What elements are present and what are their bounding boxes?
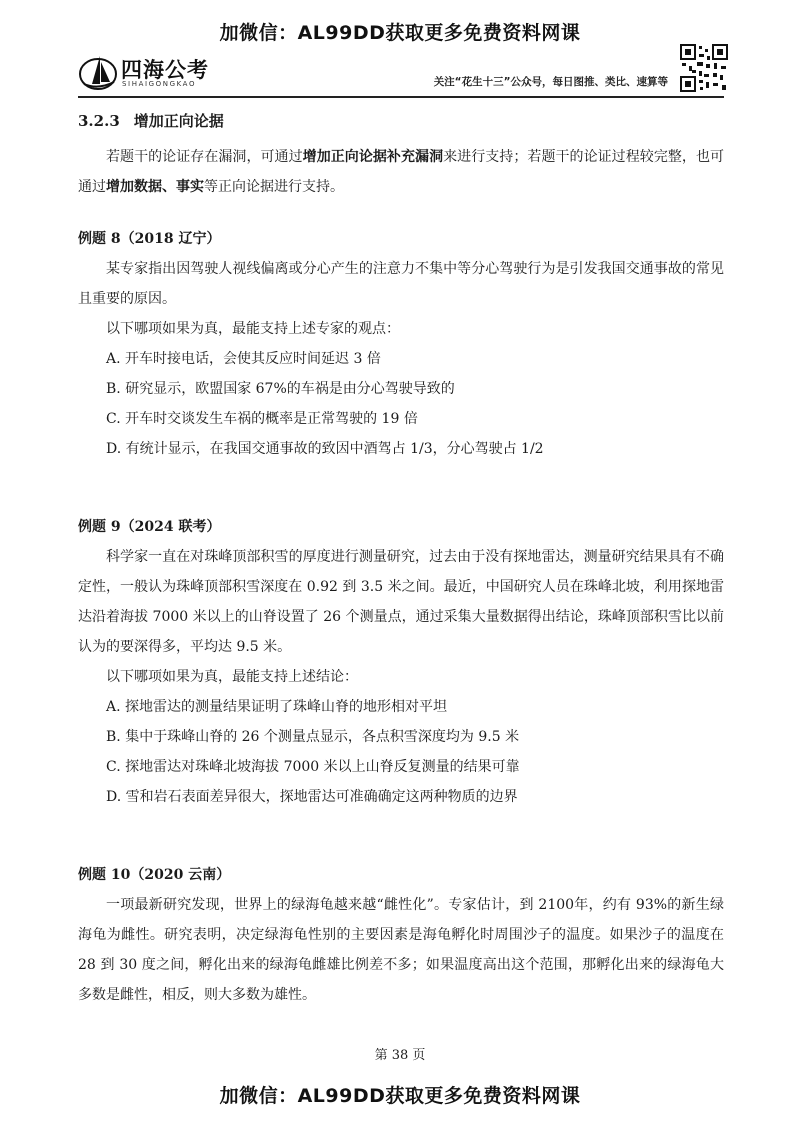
section-number: 3.2.3 — [78, 112, 120, 130]
example-stem: 某专家指出因驾驶人视线偏离或分心产生的注意力不集中等分心驾驶行为是引发我国交通事故的常见且重要的原因。 — [78, 261, 724, 307]
option-c: C. 探地雷达对珠峰北坡海拔 7000 米以上山脊反复测量的结果可靠 — [106, 759, 520, 775]
logo — [78, 52, 278, 94]
example-title: 例题 8（2018 辽宁） — [78, 231, 221, 247]
sail-logo-icon — [78, 52, 118, 92]
example-question: 以下哪项如果为真，最能支持上述专家的观点： — [106, 321, 400, 337]
option-a: A. 探地雷达的测量结果证明了珠峰山脊的地形相对平坦 — [106, 699, 448, 715]
option-b: B. 集中于珠峰山脊的 26 个测量点显示，各点积雪深度均为 9.5 米 — [106, 729, 520, 745]
page-number: 第 38 页 — [374, 1048, 426, 1063]
logo-text: 四海公考 — [121, 58, 209, 82]
example-title: 例题 9（2024 联考） — [78, 519, 221, 535]
page-header — [78, 44, 728, 96]
intro-bold-1: 增加正向论据补充漏洞 — [302, 149, 444, 165]
logo-subtext: SIHAIGONGKAO — [122, 80, 197, 88]
example-stem: 一项最新研究发现，世界上的绿海龟越来越“雌性化”。专家估计，到 2100年，约有 93%的新生绿海龟为雌性。研究表明，决定绿海龟性别的主要因素是海龟孵化时周围沙子的温度。如果沙子的温度在 28 到 30 度之间，孵化出来的绿海龟雌雄比例差不多；如果温度高出这个范围，那孵化出来的绿海龟大多数是雌性，相反，则大多数为雄性。 — [78, 897, 724, 1003]
example-8 — [78, 224, 724, 464]
intro-bold-2: 增加数据、事实 — [106, 179, 204, 195]
intro-text-2: 来进行支持；若题干的论证过程较完整，也可通过 — [78, 149, 725, 195]
intro-text-3: 等正向论据进行支持。 — [204, 179, 344, 195]
option-d: D. 有统计显示，在我国交通事故的致因中酒驾占 1/3，分心驾驶占 1/2 — [106, 441, 544, 457]
section-intro — [78, 142, 724, 202]
option-d: D. 雪和岩石表面差异很大，探地雷达可准确确定这两种物质的边界 — [106, 789, 518, 805]
option-c: C. 开车时交谈发生车祸的概率是正常驾驶的 19 倍 — [106, 411, 418, 427]
example-stem: 科学家一直在对珠峰顶部积雪的厚度进行测量研究，过去由于没有探地雷达，测量研究结果具有不确定性，一般认为珠峰顶部积雪深度在 0.92 到 3.5 米之间。最近，中国研究人员在珠峰北坡，利用探地雷达沿着海拔 7000 米以上的山脊设置了 26 个测量点，通过采集大量数据得出结论，珠峰顶部积雪比以前认为的要深得多，平均达 9.5 米。 — [78, 549, 724, 655]
example-title: 例题 10（2020 云南） — [78, 867, 231, 883]
top-banner: 加微信：AL99DD获取更多免费资料网课 — [219, 22, 581, 44]
section-heading — [78, 108, 724, 134]
qr-code-icon — [680, 44, 728, 92]
option-a: A. 开车时接电话，会使其反应时间延迟 3 倍 — [106, 351, 381, 367]
example-question: 以下哪项如果为真，最能支持上述结论： — [106, 669, 358, 685]
intro-text-1: 若题干的论证存在漏洞，可通过 — [106, 149, 303, 165]
page-content — [78, 108, 724, 1010]
option-b: B. 研究显示，欧盟国家 67%的车祸是由分心驾驶导致的 — [106, 381, 455, 397]
example-9 — [78, 512, 724, 812]
section-title: 增加正向论据 — [133, 112, 224, 130]
header-note: 关注“花生十三”公众号，每日图推、类比、速算等 — [433, 76, 668, 88]
header-divider — [78, 96, 724, 98]
example-10 — [78, 860, 724, 1010]
bottom-banner: 加微信：AL99DD获取更多免费资料网课 — [219, 1085, 581, 1107]
